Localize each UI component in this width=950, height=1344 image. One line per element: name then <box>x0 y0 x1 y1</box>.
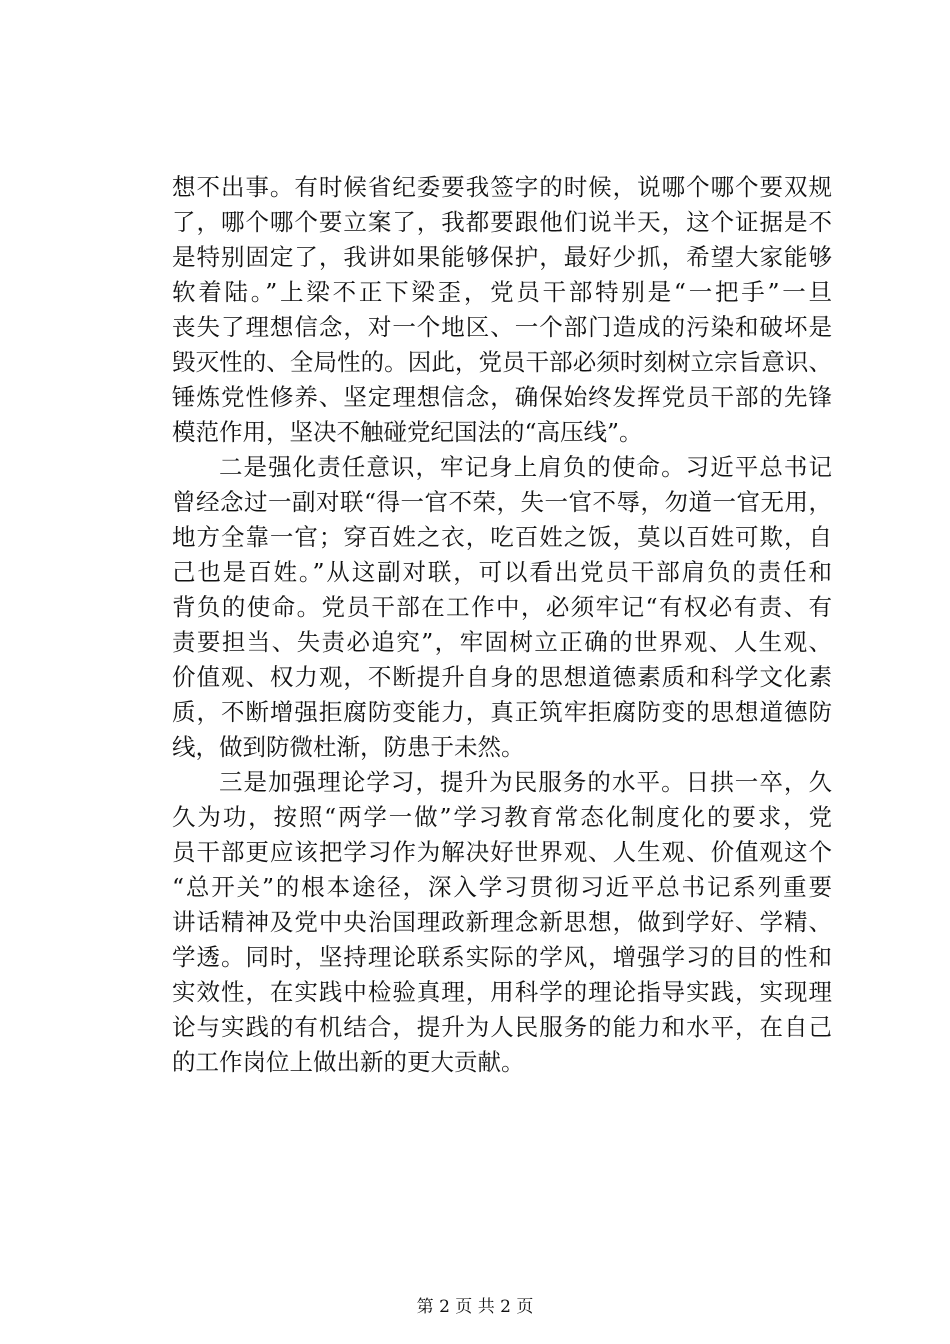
text-line: 价值观、权力观，不断提升自身的思想道德素质和科学文化素 <box>172 663 832 691</box>
text-line: 是特别固定了，我讲如果能够保护，最好少抓，希望大家能够 <box>172 243 832 271</box>
text-line: 曾经念过一副对联“得一官不荣，失一官不辱，勿道一官无用， <box>172 488 832 516</box>
paragraph-3 <box>172 765 832 1080</box>
text-line: 二是强化责任意识，牢记身上肩负的使命。习近平总书记 <box>219 453 832 481</box>
paragraph-2 <box>172 450 832 765</box>
body-text <box>172 170 832 1080</box>
text-line: 责要担当、失责必追究”，牢固树立正确的世界观、人生观、 <box>172 628 832 656</box>
text-line: 的工作岗位上做出新的更大贡献。 <box>172 1048 525 1076</box>
text-line: 三是加强理论学习，提升为民服务的水平。日拱一卒，久 <box>219 768 832 796</box>
text-line: 员干部更应该把学习作为解决好世界观、人生观、价值观这个 <box>172 838 832 866</box>
text-line: 背负的使命。党员干部在工作中，必须牢记“有权必有责、有 <box>172 593 832 621</box>
text-line: 论与实践的有机结合，提升为人民服务的能力和水平，在自己 <box>172 1013 832 1041</box>
text-line: 软着陆。”上梁不正下梁歪，党员干部特别是“一把手”一旦 <box>172 278 832 306</box>
text-line: 毁灭性的、全局性的。因此，党员干部必须时刻树立宗旨意识、 <box>172 348 832 376</box>
text-line: 实效性，在实践中检验真理，用科学的理论指导实践，实现理 <box>172 978 832 1006</box>
text-line: “总开关”的根本途径，深入学习贯彻习近平总书记系列重要 <box>172 873 832 901</box>
text-line: 久为功，按照“两学一做”学习教育常态化制度化的要求，党 <box>172 803 832 831</box>
text-line: 己也是百姓。”从这副对联，可以看出党员干部肩负的责任和 <box>172 558 832 586</box>
paragraph-1 <box>172 170 832 450</box>
text-line: 线，做到防微杜渐，防患于未然。 <box>172 733 525 761</box>
text-line: 模范作用，坚决不触碰党纪国法的“高压线”。 <box>172 418 643 446</box>
page-footer: 第 2 页 共 2 页 <box>416 1297 534 1317</box>
text-line: 质，不断增强拒腐防变能力，真正筑牢拒腐防变的思想道德防 <box>172 698 832 726</box>
text-line: 学透。同时，坚持理论联系实际的学风，增强学习的目的性和 <box>172 943 832 971</box>
text-line: 想不出事。有时候省纪委要我签字的时候，说哪个哪个要双规 <box>172 173 832 201</box>
text-line: 丧失了理想信念，对一个地区、一个部门造成的污染和破坏是 <box>172 313 832 341</box>
text-line: 讲话精神及党中央治国理政新理念新思想，做到学好、学精、 <box>172 908 832 936</box>
text-line: 地方全靠一官；穿百姓之衣，吃百姓之饭，莫以百姓可欺，自 <box>172 523 832 551</box>
text-line: 锤炼党性修养、坚定理想信念，确保始终发挥党员干部的先锋 <box>172 383 832 411</box>
text-line: 了，哪个哪个要立案了，我都要跟他们说半天，这个证据是不 <box>172 208 832 236</box>
